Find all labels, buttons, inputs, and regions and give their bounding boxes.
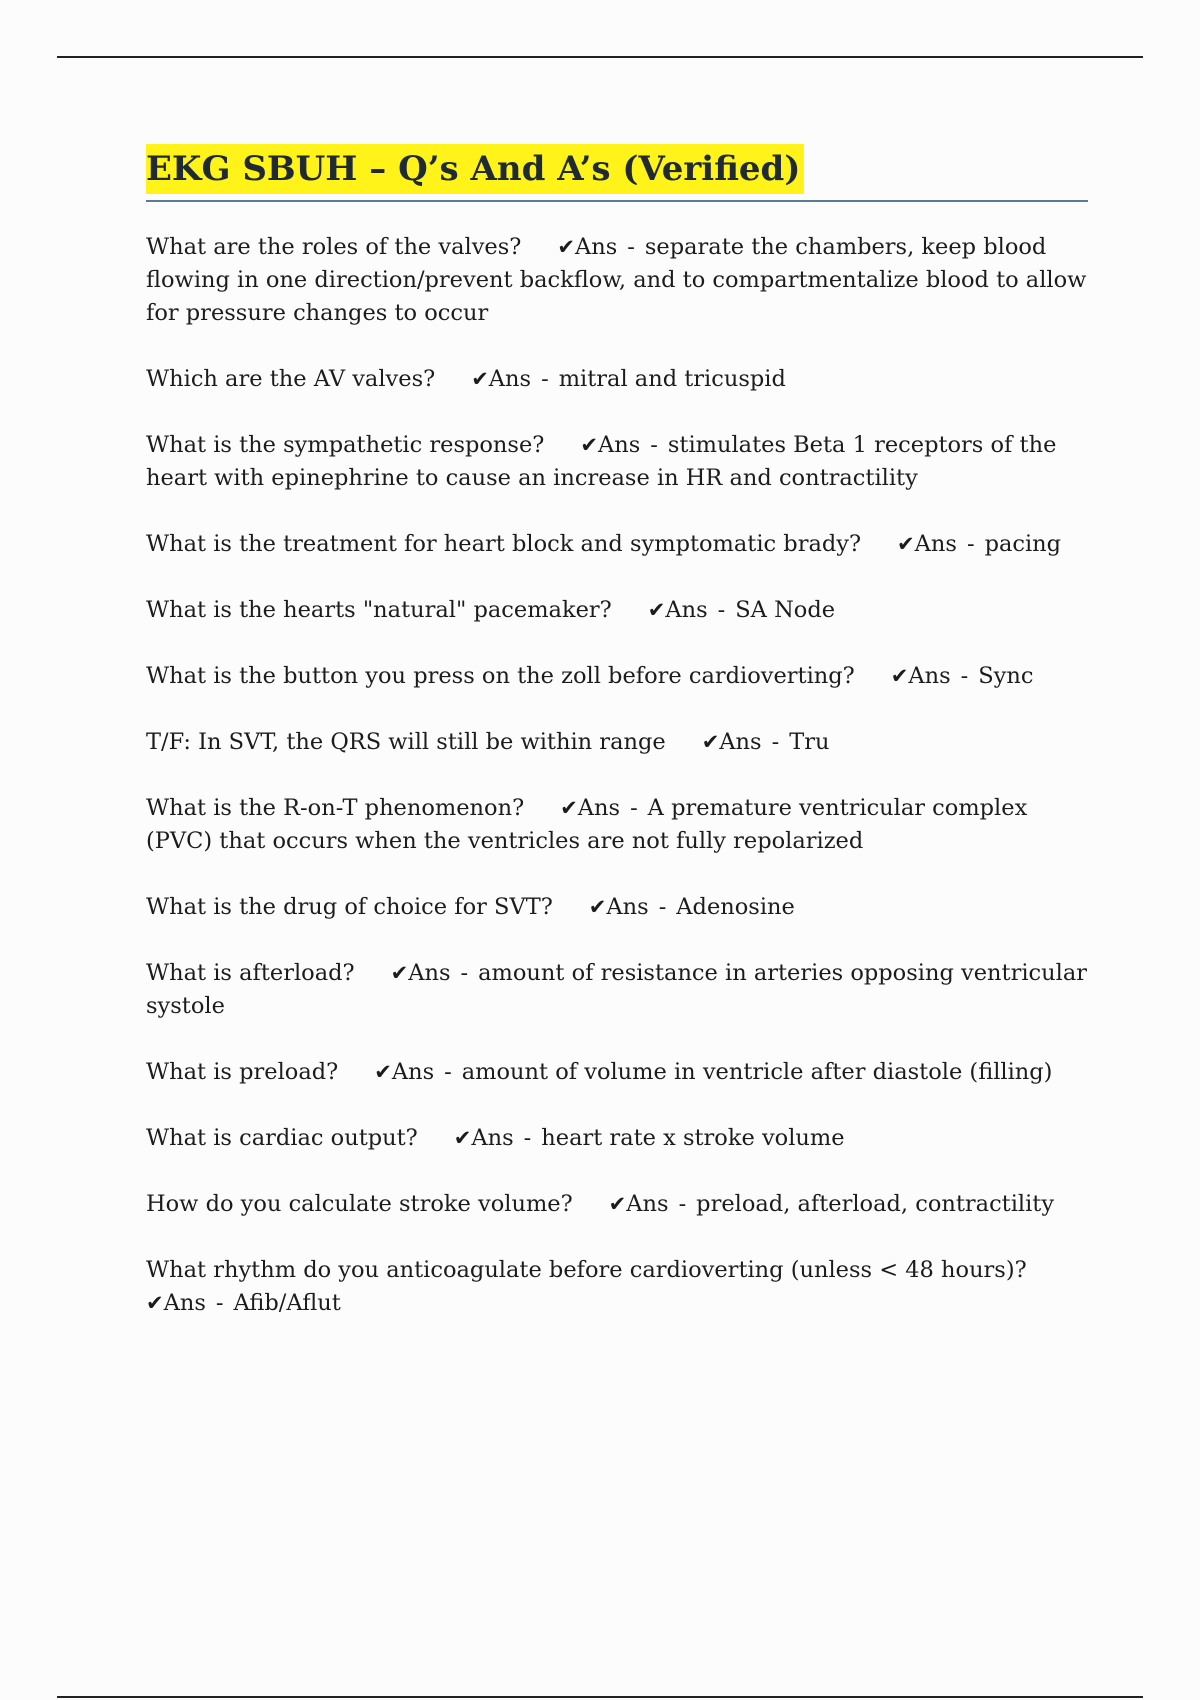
question-text: What is afterload? <box>146 960 355 986</box>
answer-marker <box>891 663 979 689</box>
ans-label: Ans <box>391 1059 435 1085</box>
ans-label: Ans <box>471 1125 514 1151</box>
checkmark-icon: ✔ <box>701 730 720 754</box>
qa-item <box>146 957 1096 1023</box>
ans-dash: - <box>630 795 638 821</box>
checkmark-icon: ✔ <box>897 532 915 556</box>
answer-marker <box>454 1125 542 1151</box>
ans-label: Ans <box>574 234 618 260</box>
answer-text: heart rate x stroke volume <box>541 1125 845 1151</box>
checkmark-icon: ✔ <box>557 235 575 259</box>
page-footer-rule <box>57 1696 1143 1698</box>
ans-dash: - <box>678 1191 687 1217</box>
ans-dash: - <box>717 597 726 623</box>
ans-label: Ans <box>408 960 451 986</box>
question-text: What are the roles of the valves? <box>146 234 522 260</box>
checkmark-icon: ✔ <box>580 433 598 457</box>
answer-text: A premature ventricular complex (PVC) that occurs when the ventricles are not fully repolarized <box>146 795 1028 854</box>
qa-item <box>146 363 1096 396</box>
qa-item <box>146 891 1096 924</box>
qa-item <box>146 660 1096 693</box>
answer-text: Sync <box>978 663 1034 689</box>
checkmark-icon: ✔ <box>374 1060 392 1084</box>
answer-marker <box>648 597 736 623</box>
answer-marker <box>589 894 677 920</box>
answer-marker <box>897 531 985 557</box>
answer-text: stimulates Beta 1 receptors of the heart with epinephrine to cause an increase in HR and contractility <box>146 432 1057 491</box>
checkmark-icon: ✔ <box>647 598 666 622</box>
ans-dash: - <box>215 1290 224 1316</box>
answer-text: Afib/Aflut <box>233 1290 341 1316</box>
ans-dash: - <box>541 366 549 392</box>
ans-dash: - <box>771 729 780 755</box>
question-text: What is the treatment for heart block and symptomatic brady? <box>146 531 862 557</box>
ans-dash: - <box>627 234 635 260</box>
ans-label: Ans <box>908 663 951 689</box>
question-text: What is the R-on-T phenomenon? <box>146 795 525 821</box>
answer-text: Adenosine <box>676 894 795 920</box>
qa-item <box>146 1122 1096 1155</box>
answer-marker <box>374 1059 462 1085</box>
checkmark-icon: ✔ <box>146 1291 164 1315</box>
answer-marker <box>609 1191 697 1217</box>
ans-label: Ans <box>606 894 649 920</box>
title-block <box>146 144 1088 202</box>
qa-list <box>146 231 1096 1353</box>
question-text: What is the sympathetic response? <box>146 432 545 458</box>
answer-marker <box>471 366 559 392</box>
answer-text: amount of resistance in arteries opposing ventricular systole <box>146 960 1087 1019</box>
answer-text: preload, afterload, contractility <box>696 1191 1055 1217</box>
ans-label: Ans <box>488 366 532 392</box>
qa-item <box>146 429 1096 495</box>
ans-dash: - <box>658 894 667 920</box>
question-text: How do you calculate stroke volume? <box>146 1191 573 1217</box>
ans-label: Ans <box>597 432 641 458</box>
ans-dash: - <box>460 960 469 986</box>
answer-marker <box>580 432 668 458</box>
ans-dash: - <box>444 1059 452 1085</box>
checkmark-icon: ✔ <box>608 1192 627 1216</box>
page-title: EKG SBUH – Q’s And A’s (Verified) <box>146 144 804 194</box>
ans-label: Ans <box>719 729 762 755</box>
qa-item <box>146 528 1096 561</box>
answer-text: Tru <box>789 729 830 755</box>
answer-text: separate the chambers, keep blood flowing in one direction/prevent backflow, and to compartmentalize blood to allow for pressure changes to occur <box>146 234 1087 326</box>
checkmark-icon: ✔ <box>471 367 489 391</box>
question-text: T/F: In SVT, the QRS will still be within range <box>146 729 666 755</box>
checkmark-icon: ✔ <box>453 1126 472 1150</box>
ans-label: Ans <box>914 531 957 557</box>
ans-label: Ans <box>163 1290 206 1316</box>
ans-dash: - <box>650 432 658 458</box>
checkmark-icon: ✔ <box>560 796 578 820</box>
answer-marker <box>557 234 645 260</box>
answer-text: SA Node <box>735 597 836 623</box>
checkmark-icon: ✔ <box>588 895 607 919</box>
checkmark-icon: ✔ <box>890 664 909 688</box>
qa-item <box>146 231 1096 330</box>
question-text: Which are the AV valves? <box>146 366 436 392</box>
question-text: What is cardiac output? <box>146 1125 418 1151</box>
ans-dash: - <box>966 531 975 557</box>
qa-item <box>146 594 1096 627</box>
answer-text: amount of volume in ventricle after diastole (filling) <box>461 1059 1053 1085</box>
answer-marker <box>146 1290 234 1316</box>
question-text: What is the drug of choice for SVT? <box>146 894 553 920</box>
ans-label: Ans <box>577 795 621 821</box>
page-header-rule <box>57 56 1143 58</box>
checkmark-icon: ✔ <box>390 961 409 985</box>
question-text: What is preload? <box>146 1059 339 1085</box>
qa-item <box>146 1254 1096 1320</box>
question-text: What rhythm do you anticoagulate before cardioverting (unless < 48 hours)? <box>146 1257 1027 1283</box>
answer-marker <box>560 795 648 821</box>
ans-dash: - <box>523 1125 532 1151</box>
ans-label: Ans <box>665 597 708 623</box>
question-text: What is the hearts "natural" pacemaker? <box>146 597 612 623</box>
ans-label: Ans <box>626 1191 669 1217</box>
answer-marker <box>702 729 790 755</box>
qa-item <box>146 1188 1096 1221</box>
answer-text: pacing <box>984 531 1062 557</box>
qa-item <box>146 726 1096 759</box>
qa-item <box>146 792 1096 858</box>
ans-dash: - <box>960 663 969 689</box>
answer-text: mitral and tricuspid <box>558 366 786 392</box>
qa-item <box>146 1056 1096 1089</box>
question-text: What is the button you press on the zoll before cardioverting? <box>146 663 855 689</box>
answer-marker <box>391 960 479 986</box>
